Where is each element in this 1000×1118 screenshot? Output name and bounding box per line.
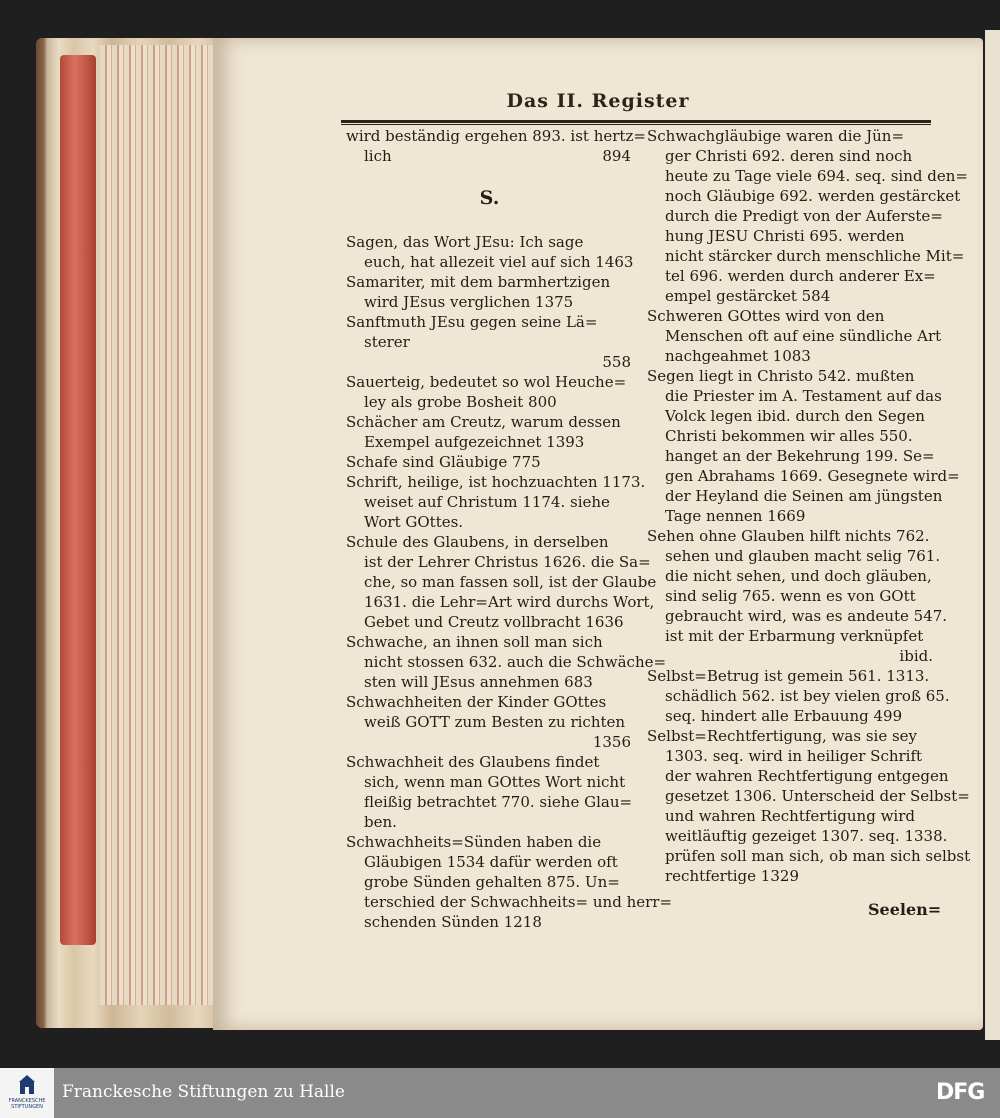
- entry-line: schenden Sünden 1218: [364, 913, 542, 931]
- entry-line: sterer: [364, 333, 410, 351]
- entry-headword-line: Schweren GOttes wird von den: [647, 307, 885, 325]
- index-entry: [346, 632, 667, 692]
- index-entry: [647, 366, 960, 526]
- right-column: [647, 126, 971, 886]
- entry-line: der Heyland die Seinen am jüngsten: [665, 487, 943, 505]
- entry-line: 1631. die Lehr=Art wird durchs Wort,: [364, 593, 655, 611]
- entry-line: und wahren Rechtfertigung wird: [665, 807, 915, 825]
- entry-line: Wort GOttes.: [364, 513, 464, 531]
- header-rule-thin: [341, 124, 931, 125]
- entry-headword-line: Selbst=Betrug ist gemein 561. 1313.: [647, 667, 930, 685]
- entry-headword-line: Sauerteig, bedeutet so wol Heuche=: [346, 373, 627, 391]
- entry-headword-line: Schwachgläubige waren die Jün=: [647, 127, 905, 145]
- section-letter: S.: [479, 187, 500, 209]
- index-entry: [346, 312, 633, 372]
- building-icon: [18, 1074, 36, 1094]
- entry-line: rechtfertige 1329: [665, 867, 799, 885]
- entry-line: Christi bekommen wir alles 550.: [665, 427, 913, 445]
- entry-line: euch, hat allezeit viel auf sich 1463: [364, 253, 634, 271]
- entry-line: grobe Sünden gehalten 875. Un=: [364, 873, 620, 891]
- entry-line: fleißig betrachtet 770. siehe Glau=: [364, 793, 633, 811]
- page-ref: 894: [602, 147, 631, 165]
- entry-line: gen Abrahams 1669. Gesegnete wird=: [665, 467, 960, 485]
- entry-headword-line: Schafe sind Gläubige 775: [346, 453, 541, 471]
- page-header-title: Das II. Register: [506, 90, 690, 112]
- entry-line: weitläuftig gezeiget 1307. seq. 1338.: [665, 827, 948, 845]
- entry-line: ben.: [364, 813, 397, 831]
- index-entry: [346, 232, 633, 272]
- left-column: [346, 126, 673, 932]
- entry-line: prüfen soll man sich, ob man sich selbst: [665, 847, 971, 865]
- entry-line: Gebet und Creutz vollbracht 1636: [364, 613, 624, 631]
- entry-line: noch Gläubige 692. werden gestärcket: [665, 187, 961, 205]
- entry-line: die Priester im A. Testament auf das: [665, 387, 942, 405]
- entry-headword-line: Schwachheits=Sünden haben die: [346, 833, 602, 851]
- entry-headword-line: Sanftmuth JEsu gegen seine Lä=: [346, 313, 598, 331]
- entry-line: heute zu Tage viele 694. seq. sind den=: [665, 167, 968, 185]
- entry-line: gebraucht wird, was es andeute 547.: [665, 607, 948, 625]
- index-entry: [346, 472, 646, 532]
- entry-line: durch die Predigt von der Auferste=: [665, 207, 943, 225]
- entry-line: nicht stärcker durch menschliche Mit=: [665, 247, 965, 265]
- entry-headword-line: Sehen ohne Glauben hilft nichts 762.: [647, 527, 930, 545]
- entry-line: sich, wenn man GOttes Wort nicht: [364, 773, 626, 791]
- index-entry: [346, 272, 633, 312]
- index-entry: [346, 832, 673, 932]
- index-entry: [647, 126, 968, 306]
- dfg-logo[interactable]: DFG: [936, 1080, 985, 1105]
- catchword: Seelen=: [868, 900, 942, 919]
- entry-line: 1356: [592, 733, 631, 751]
- entry-line: schädlich 562. ist bey vielen groß 65.: [665, 687, 950, 705]
- entry-line: wird beständig ergehen 893. ist hertz=: [346, 127, 646, 145]
- entry-line: lich: [364, 147, 392, 165]
- entry-line: ist der Lehrer Christus 1626. die Sa=: [364, 553, 651, 571]
- entry-line: 558: [602, 353, 631, 371]
- index-entry: [647, 726, 971, 886]
- entry-line: nicht stossen 632. auch die Schwäche=: [364, 653, 667, 671]
- entry-headword-line: Schule des Glaubens, in derselben: [346, 533, 609, 551]
- entry-line: nachgeahmet 1083: [665, 347, 811, 365]
- red-page-edge: [60, 55, 96, 945]
- entry-line: ist mit der Erbarmung verknüpfet: [665, 627, 924, 645]
- entry-line: ger Christi 692. deren sind noch: [665, 147, 913, 165]
- entry-line: sind selig 765. wenn es von GOtt: [665, 587, 916, 605]
- entry-headword-line: Schwache, an ihnen soll man sich: [346, 633, 603, 651]
- entry-line: die nicht sehen, und doch gläuben,: [665, 567, 932, 585]
- index-entry: [346, 752, 633, 832]
- entry-line: hanget an der Bekehrung 199. Se=: [665, 447, 935, 465]
- right-entries: [647, 126, 971, 886]
- logo-label: FRANCKESCHE STIFTUNGEN: [8, 1098, 46, 1110]
- entry-headword-line: Schwachheiten der Kinder GOttes: [346, 693, 607, 711]
- index-entry: [346, 532, 657, 632]
- entry-line: weiß GOTT zum Besten zu richten: [364, 713, 626, 731]
- entry-line: Menschen oft auf eine sündliche Art: [665, 327, 942, 345]
- entry-headword-line: Samariter, mit dem barmhertzigen: [346, 273, 611, 291]
- book-page: [213, 38, 983, 1030]
- index-entry: [647, 526, 948, 666]
- entry-line: che, so man fassen soll, ist der Glaube: [364, 573, 657, 591]
- entry-line: Tage nennen 1669: [665, 507, 806, 525]
- entry-headword-line: Selbst=Rechtfertigung, was sie sey: [647, 727, 918, 745]
- page-leaves: [100, 45, 218, 1005]
- entry-headword-line: Schrift, heilige, ist hochzuachten 1173.: [346, 473, 646, 491]
- entry-line: 1303. seq. wird in heiliger Schrift: [665, 747, 923, 765]
- entry-line: seq. hindert alle Erbauung 499: [665, 707, 903, 725]
- entry-line: terschied der Schwachheits= und herr=: [364, 893, 673, 911]
- entry-line: sten will JEsus annehmen 683: [364, 673, 593, 691]
- entry-headword-line: Schwachheit des Glaubens findet: [346, 753, 600, 771]
- entry-line: empel gestärcket 584: [665, 287, 831, 305]
- header-rule: [341, 120, 931, 123]
- entry-line: Volck legen ibid. durch den Segen: [665, 407, 925, 425]
- institution-logo[interactable]: [0, 1068, 54, 1118]
- entry-line: ley als grobe Bosheit 800: [364, 393, 557, 411]
- index-entry: [647, 666, 950, 726]
- institution-name[interactable]: Franckesche Stiftungen zu Halle: [62, 1082, 345, 1102]
- entry-headword-line: Sagen, das Wort JEsu: Ich sage: [346, 233, 584, 251]
- facing-page-edge: [985, 30, 1000, 1040]
- index-entry: [346, 412, 633, 452]
- index-entry: [346, 692, 633, 752]
- index-entry: [346, 452, 633, 472]
- entry-line: der wahren Rechtfertigung entgegen: [665, 767, 949, 785]
- continued-entry: [346, 126, 646, 166]
- entry-line: Gläubigen 1534 dafür werden oft: [364, 853, 618, 871]
- entry-headword-line: Schächer am Creutz, warum dessen: [346, 413, 621, 431]
- entry-line: ibid.: [899, 647, 933, 665]
- index-entry: [647, 306, 942, 366]
- entry-line: tel 696. werden durch anderer Ex=: [665, 267, 936, 285]
- left-entries: [346, 232, 673, 932]
- entry-line: gesetzet 1306. Unterscheid der Selbst=: [665, 787, 970, 805]
- entry-line: sehen und glauben macht selig 761.: [665, 547, 941, 565]
- entry-headword-line: Segen liegt in Christo 542. mußten: [647, 367, 915, 385]
- running-header: [213, 90, 983, 112]
- footer-bar: [0, 1068, 1000, 1118]
- entry-line: Exempel aufgezeichnet 1393: [364, 433, 585, 451]
- index-entry: [346, 372, 633, 412]
- entry-line: weiset auf Christum 1174. siehe: [364, 493, 610, 511]
- entry-line: wird JEsus verglichen 1375: [364, 293, 574, 311]
- entry-line: hung JESU Christi 695. werden: [665, 227, 905, 245]
